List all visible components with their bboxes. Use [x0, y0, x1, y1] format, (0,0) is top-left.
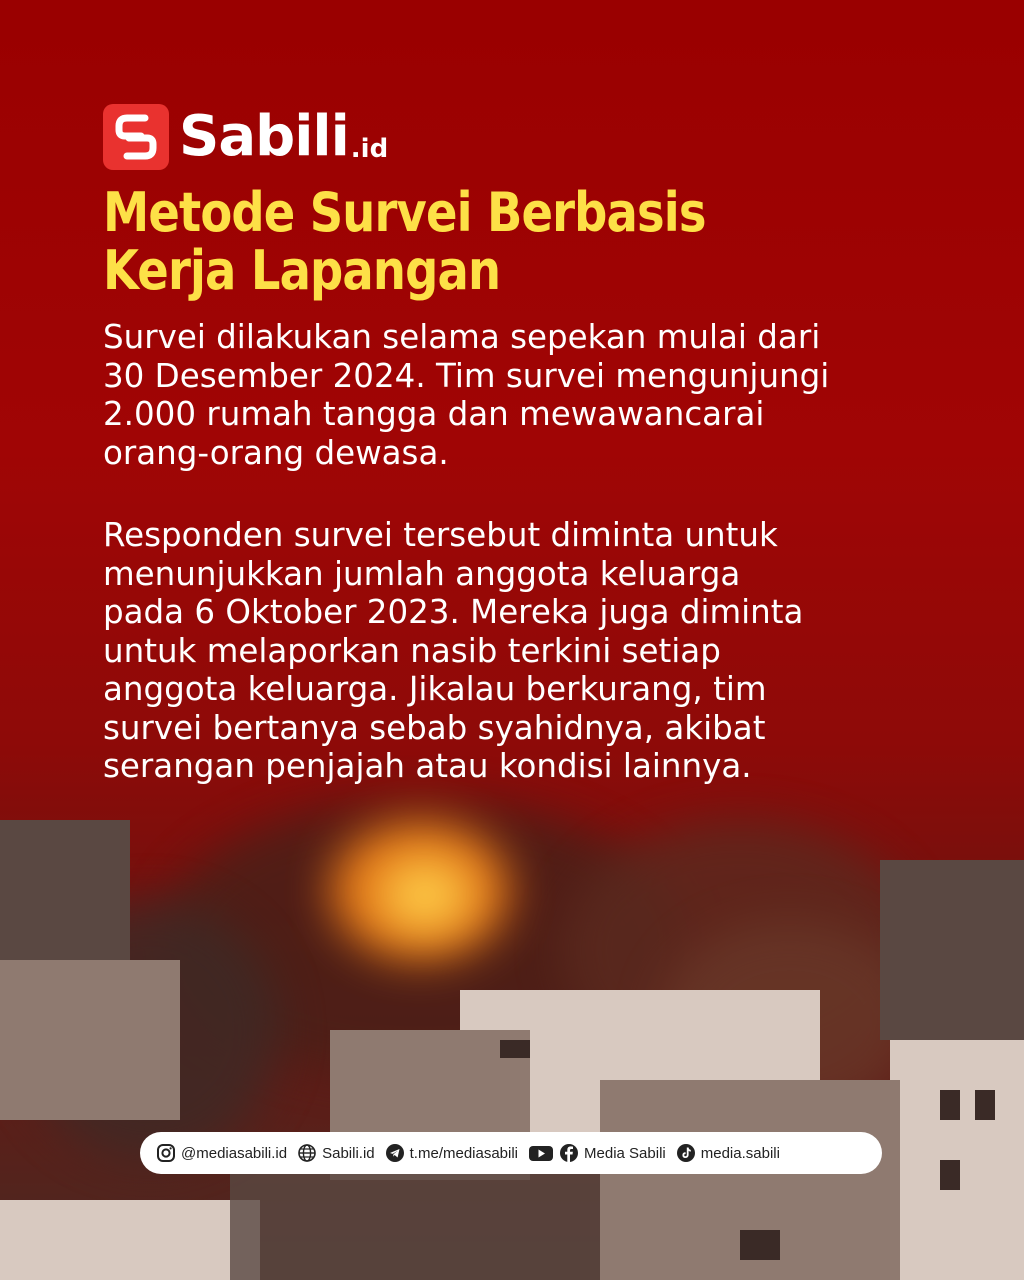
social-telegram[interactable] — [385, 1143, 518, 1163]
globe-icon — [297, 1143, 317, 1163]
social-tiktok[interactable] — [676, 1143, 780, 1163]
brand-name: Sabili — [179, 104, 349, 169]
social-instagram[interactable] — [156, 1143, 287, 1163]
telegram-link: t.me/mediasabili — [409, 1144, 519, 1162]
social-website[interactable] — [297, 1143, 375, 1163]
social-youtube-facebook[interactable] — [528, 1143, 666, 1163]
paragraph-2: Responden survei tersebut diminta untuk menunjukkan jumlah anggota keluarga pada 6 Oktober 2023. Mereka juga diminta untuk melaporkan nasib terkini setiap anggota keluarga. Jikalau berkurang, tim survei bertanya sebab syahidnya, akibat serangan penjajah atau kondisi lainnya. — [103, 516, 804, 785]
tiktok-handle: media.sabili — [700, 1144, 780, 1162]
telegram-icon — [385, 1143, 405, 1163]
youtube-facebook-name: Media Sabili — [584, 1144, 666, 1162]
website-link: Sabili.id — [322, 1144, 375, 1162]
paragraph-1: Survei dilakukan selama sepekan mulai dari 30 Desember 2024. Tim survei mengunjungi 2.000 rumah tangga dan mewawancarai orang-orang dewasa. — [103, 318, 830, 472]
brand-logo — [103, 104, 388, 170]
instagram-icon — [156, 1143, 176, 1163]
headline — [103, 181, 808, 302]
tiktok-icon — [676, 1143, 696, 1163]
facebook-icon — [559, 1143, 579, 1163]
youtube-icon — [528, 1143, 554, 1163]
headline-line-2: Kerja Lapangan — [103, 239, 501, 302]
instagram-handle: @mediasabili.id — [181, 1144, 288, 1162]
social-media-bar — [140, 1132, 882, 1174]
background-explosion-scene — [0, 760, 1024, 1280]
sabili-s-icon — [103, 104, 169, 170]
headline-line-1: Metode Survei Berbasis — [103, 181, 706, 244]
brand-suffix: .id — [350, 134, 389, 164]
